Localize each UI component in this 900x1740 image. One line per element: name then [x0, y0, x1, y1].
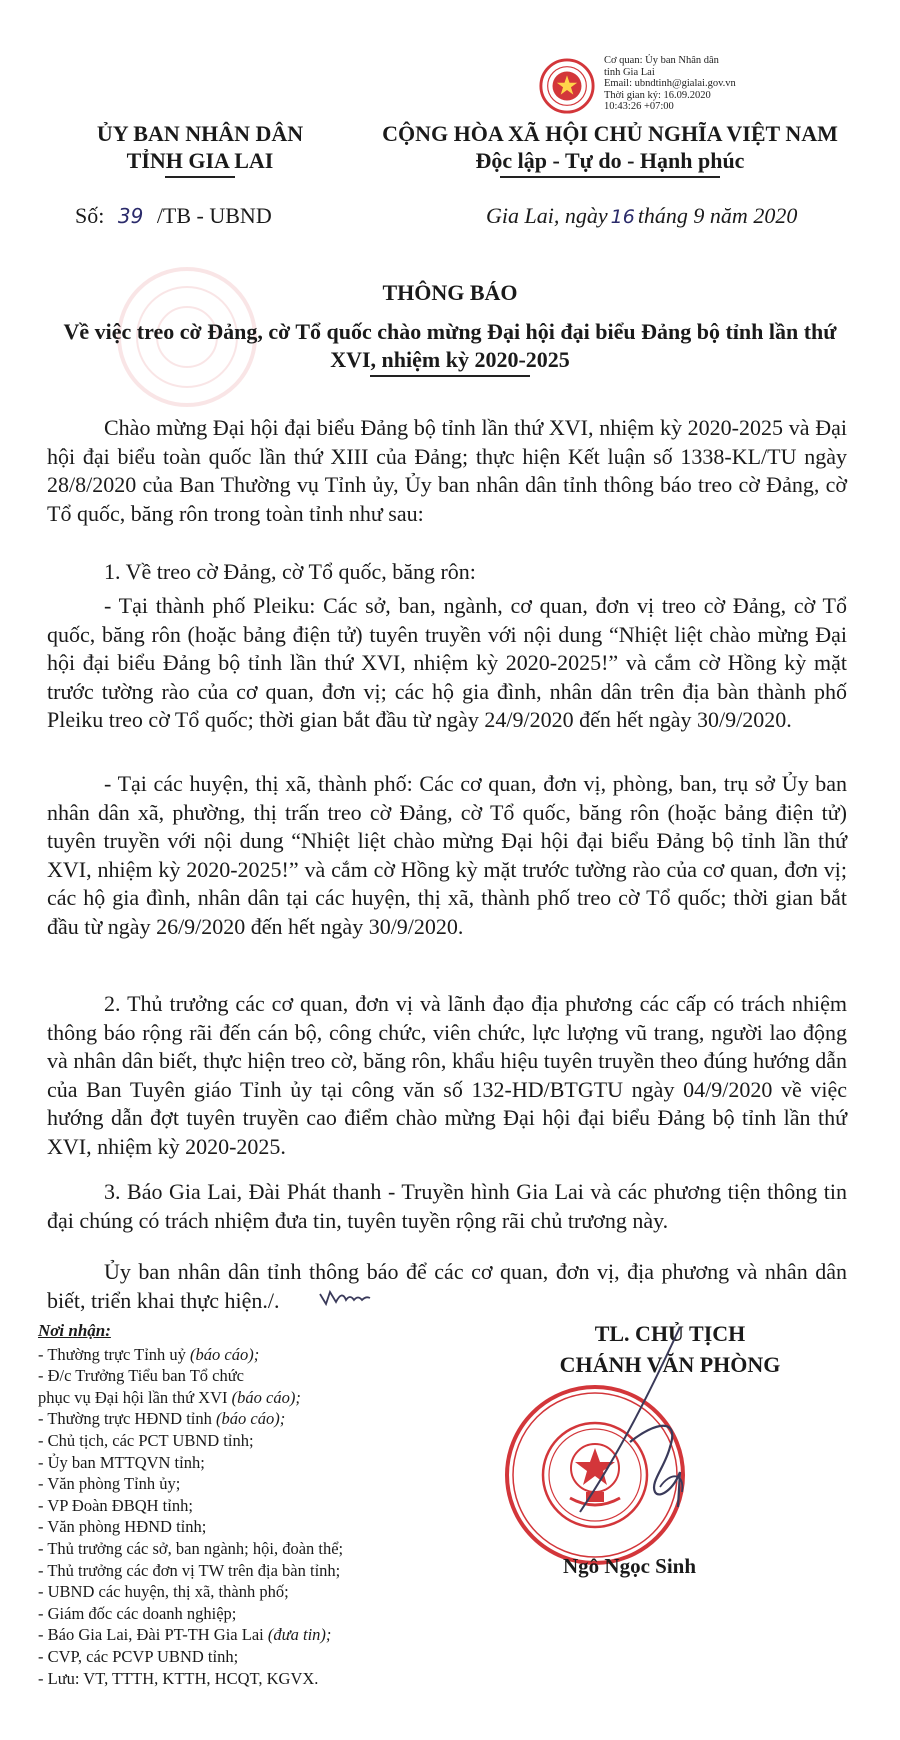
place-and-date [486, 203, 797, 229]
document-subtitle: Về việc treo cờ Đảng, cờ Tổ quốc chào mừng Đại hội đại biểu Đảng bộ tỉnh lần thứ XVI, nhiệm kỳ 2020-2025 [63, 319, 837, 372]
section3-paragraph: 3. Báo Gia Lai, Đài Phát thanh - Truyền hình Gia Lai và các phương tiện thông tin đại chúng có trách nhiệm đưa tin, tuyên tuyền rộng rãi chủ trương này. [47, 1179, 847, 1233]
recipient-text: - UBND các huyện, thị xã, thành phố; [38, 1582, 289, 1602]
digital-signature-line: Thời gian ký: 16.09.2020 [604, 89, 711, 101]
doc-no-label: Số: [75, 203, 105, 228]
nation-motto: Độc lập - Tự do - Hạnh phúc [475, 148, 745, 173]
recipient-item [38, 1560, 478, 1582]
recipients-title: Nơi nhận: [38, 1321, 111, 1340]
signer-title-line2: CHÁNH VĂN PHÒNG [559, 1352, 781, 1377]
digital-signature-line: Cơ quan: Ủy ban Nhân dân [604, 55, 719, 66]
recipient-item [38, 1603, 478, 1625]
intro-paragraph: Chào mừng Đại hội đại biểu Đảng bộ tỉnh lần thứ XVI, nhiệm kỳ 2020-2025 và Đại hội đại biểu toàn quốc lần thứ XIII của Đảng; thực hiện Kết luận số 1338-KL/TU ngày 28/8/2020 của Ban Thường vụ Tỉnh ủy, Ủy ban nhân dân tỉnh thông báo treo cờ Đảng, cờ Tổ quốc, băng rôn trong toàn tỉnh như sau: [47, 415, 847, 526]
recipient-item [38, 1581, 478, 1603]
title-underline [370, 375, 530, 377]
digital-signature-line: 10:43:26 +07:00 [604, 101, 674, 112]
recipient-item [38, 1365, 478, 1387]
nation-name: CỘNG HÒA XÃ HỘI CHỦ NGHĨA VIỆT NAM [382, 121, 838, 146]
signer-title-line1: TL. CHỦ TỊCH [594, 1321, 746, 1346]
section2-paragraph: 2. Thủ trưởng các cơ quan, đơn vị và lãnh đạo địa phương các cấp có trách nhiệm thông báo rộng rãi đến cán bộ, công chức, viên chức, lực lượng vũ trang, người lao động và nhân dân biết, thực hiện treo cờ, băng rôn, khẩu hiệu tuyên truyền theo đúng hướng dẫn của Ban Tuyên giáo Tỉnh ủy tại công văn số 132-HD/BTGTU ngày 04/9/2020 về việc hướng dẫn đợt tuyên truyền cao điểm chào mừng Đại hội đại biểu Đảng bộ tỉnh lần thứ XVI, nhiệm kỳ 2020-2025. [47, 991, 847, 1159]
recipient-text: - Giám đốc các doanh nghiệp; [38, 1603, 237, 1623]
doc-no-suffix: /TB - UBND [156, 203, 272, 228]
org-name-line2: TỈNH GIA LAI [126, 148, 274, 173]
initials-mark-icon [318, 1286, 372, 1308]
digital-signature-line: tỉnh Gia Lai [604, 66, 655, 78]
recipient-item [38, 1387, 478, 1409]
signer-name: Ngô Ngọc Sinh [563, 1554, 697, 1578]
recipient-text: phục vụ Đại hội lần thứ XVI [38, 1387, 232, 1407]
national-motto [325, 120, 895, 178]
document-number [75, 203, 272, 229]
section1-heading: 1. Về treo cờ Đảng, cờ Tổ quốc, băng rôn: [104, 559, 476, 584]
org-underline [165, 176, 235, 178]
recipient-item [38, 1430, 478, 1452]
closing-paragraph: Ủy ban nhân dân tỉnh thông báo để các cơ quan, đơn vị, địa phương và nhân dân biết, triển khai thực hiện./. [47, 1259, 847, 1313]
digital-signature-info [604, 55, 894, 113]
motto-underline [500, 176, 720, 178]
org-name-line1: ỦY BAN NHÂN DÂN [96, 121, 304, 146]
recipient-text: - Thường trực Tỉnh uỷ [38, 1344, 191, 1364]
recipient-item [38, 1668, 478, 1690]
section1-bullet-pleiku: - Tại thành phố Pleiku: Các sở, ban, ngành, cơ quan, đơn vị treo cờ Đảng, cờ Tổ quốc, băng rôn (hoặc bảng điện tử) tuyên truyền với nội dung “Nhiệt liệt chào mừng Đại hội đại biểu Đảng bộ tỉnh lần thứ XVI, nhiệm kỳ 2020-2025!” và cắm cờ Hồng kỳ mặt trước tường rào của cơ quan, đơn vị; các hộ gia đình, nhân dân trên địa bàn thành phố Pleiku treo cờ Tổ quốc; thời gian bắt đầu từ ngày 24/9/2020 đến hết ngày 30/9/2020. [47, 593, 847, 732]
recipient-text: - Đ/c Trưởng Tiểu ban Tổ chức [38, 1366, 244, 1386]
recipient-note: (báo cáo); [231, 1387, 301, 1407]
recipient-item [38, 1452, 478, 1474]
recipient-item [38, 1538, 478, 1560]
digital-signature-seal-icon [538, 57, 596, 115]
doc-no-value: 39 [117, 204, 144, 228]
digital-signature-line: Email: ubndtinh@gialai.gov.vn [604, 78, 736, 89]
recipient-text: - VP Đoàn ĐBQH tỉnh; [38, 1495, 193, 1515]
issuing-organization [75, 120, 325, 178]
recipient-text: - CVP, các PCVP UBND tỉnh; [38, 1646, 239, 1666]
recipient-items [38, 1344, 478, 1690]
recipient-item [38, 1408, 478, 1430]
document-title: THÔNG BÁO [382, 280, 518, 305]
recipient-item [38, 1646, 478, 1668]
recipient-item [38, 1516, 478, 1538]
recipient-note: (báo cáo); [190, 1344, 260, 1364]
section1-bullet-districts: - Tại các huyện, thị xã, thành phố: Các cơ quan, đơn vị, phòng, ban, trụ sở Ủy ban nhân dân xã, phường, thị trấn treo cờ Đảng, cờ Tổ quốc, băng rôn (hoặc bảng điện tử) tuyên truyền với nội dung “Nhiệt liệt chào mừng Đại hội đại biểu Đảng bộ tỉnh lần thứ XVI, nhiệm kỳ 2020-2025!” và cắm cờ Hồng kỳ mặt trước tường rào của cơ quan, đơn vị; các hộ gia đình, nhân dân tại các huyện, thị xã, thành phố treo cờ Tổ quốc; thời gian bắt đầu từ ngày 26/9/2020 đến hết ngày 30/9/2020. [47, 771, 847, 939]
recipient-text: - Văn phòng HĐND tỉnh; [38, 1517, 207, 1537]
recipient-item [38, 1495, 478, 1517]
recipient-text: - Lưu: VT, TTTH, KTTH, HCQT, KGVX. [38, 1668, 319, 1688]
recipient-text: - Thủ trưởng các sở, ban ngành; hội, đoàn thể; [38, 1538, 344, 1558]
recipient-item [38, 1473, 478, 1495]
recipient-item [38, 1624, 478, 1646]
recipient-text: - Báo Gia Lai, Đài PT-TH Gia Lai [38, 1625, 268, 1645]
recipients-list [38, 1320, 478, 1689]
recipient-note: (báo cáo); [216, 1409, 286, 1429]
recipient-item [38, 1344, 478, 1366]
date-prefix: Gia Lai, ngày [486, 203, 608, 228]
recipient-text: - Chủ tịch, các PCT UBND tỉnh; [38, 1430, 254, 1450]
recipient-text: - Văn phòng Tỉnh ủy; [38, 1474, 181, 1494]
recipient-text: - Ủy ban MTTQVN tỉnh; [38, 1452, 205, 1472]
recipient-note: (đưa tin); [267, 1625, 332, 1645]
date-day: 16 [610, 206, 635, 228]
handwritten-signature-icon [560, 1322, 750, 1522]
date-suffix: tháng 9 năm 2020 [637, 203, 798, 228]
recipient-text: - Thủ trưởng các đơn vị TW trên địa bàn tỉnh; [38, 1560, 341, 1580]
recipient-text: - Thường trực HĐND tỉnh [38, 1409, 216, 1429]
